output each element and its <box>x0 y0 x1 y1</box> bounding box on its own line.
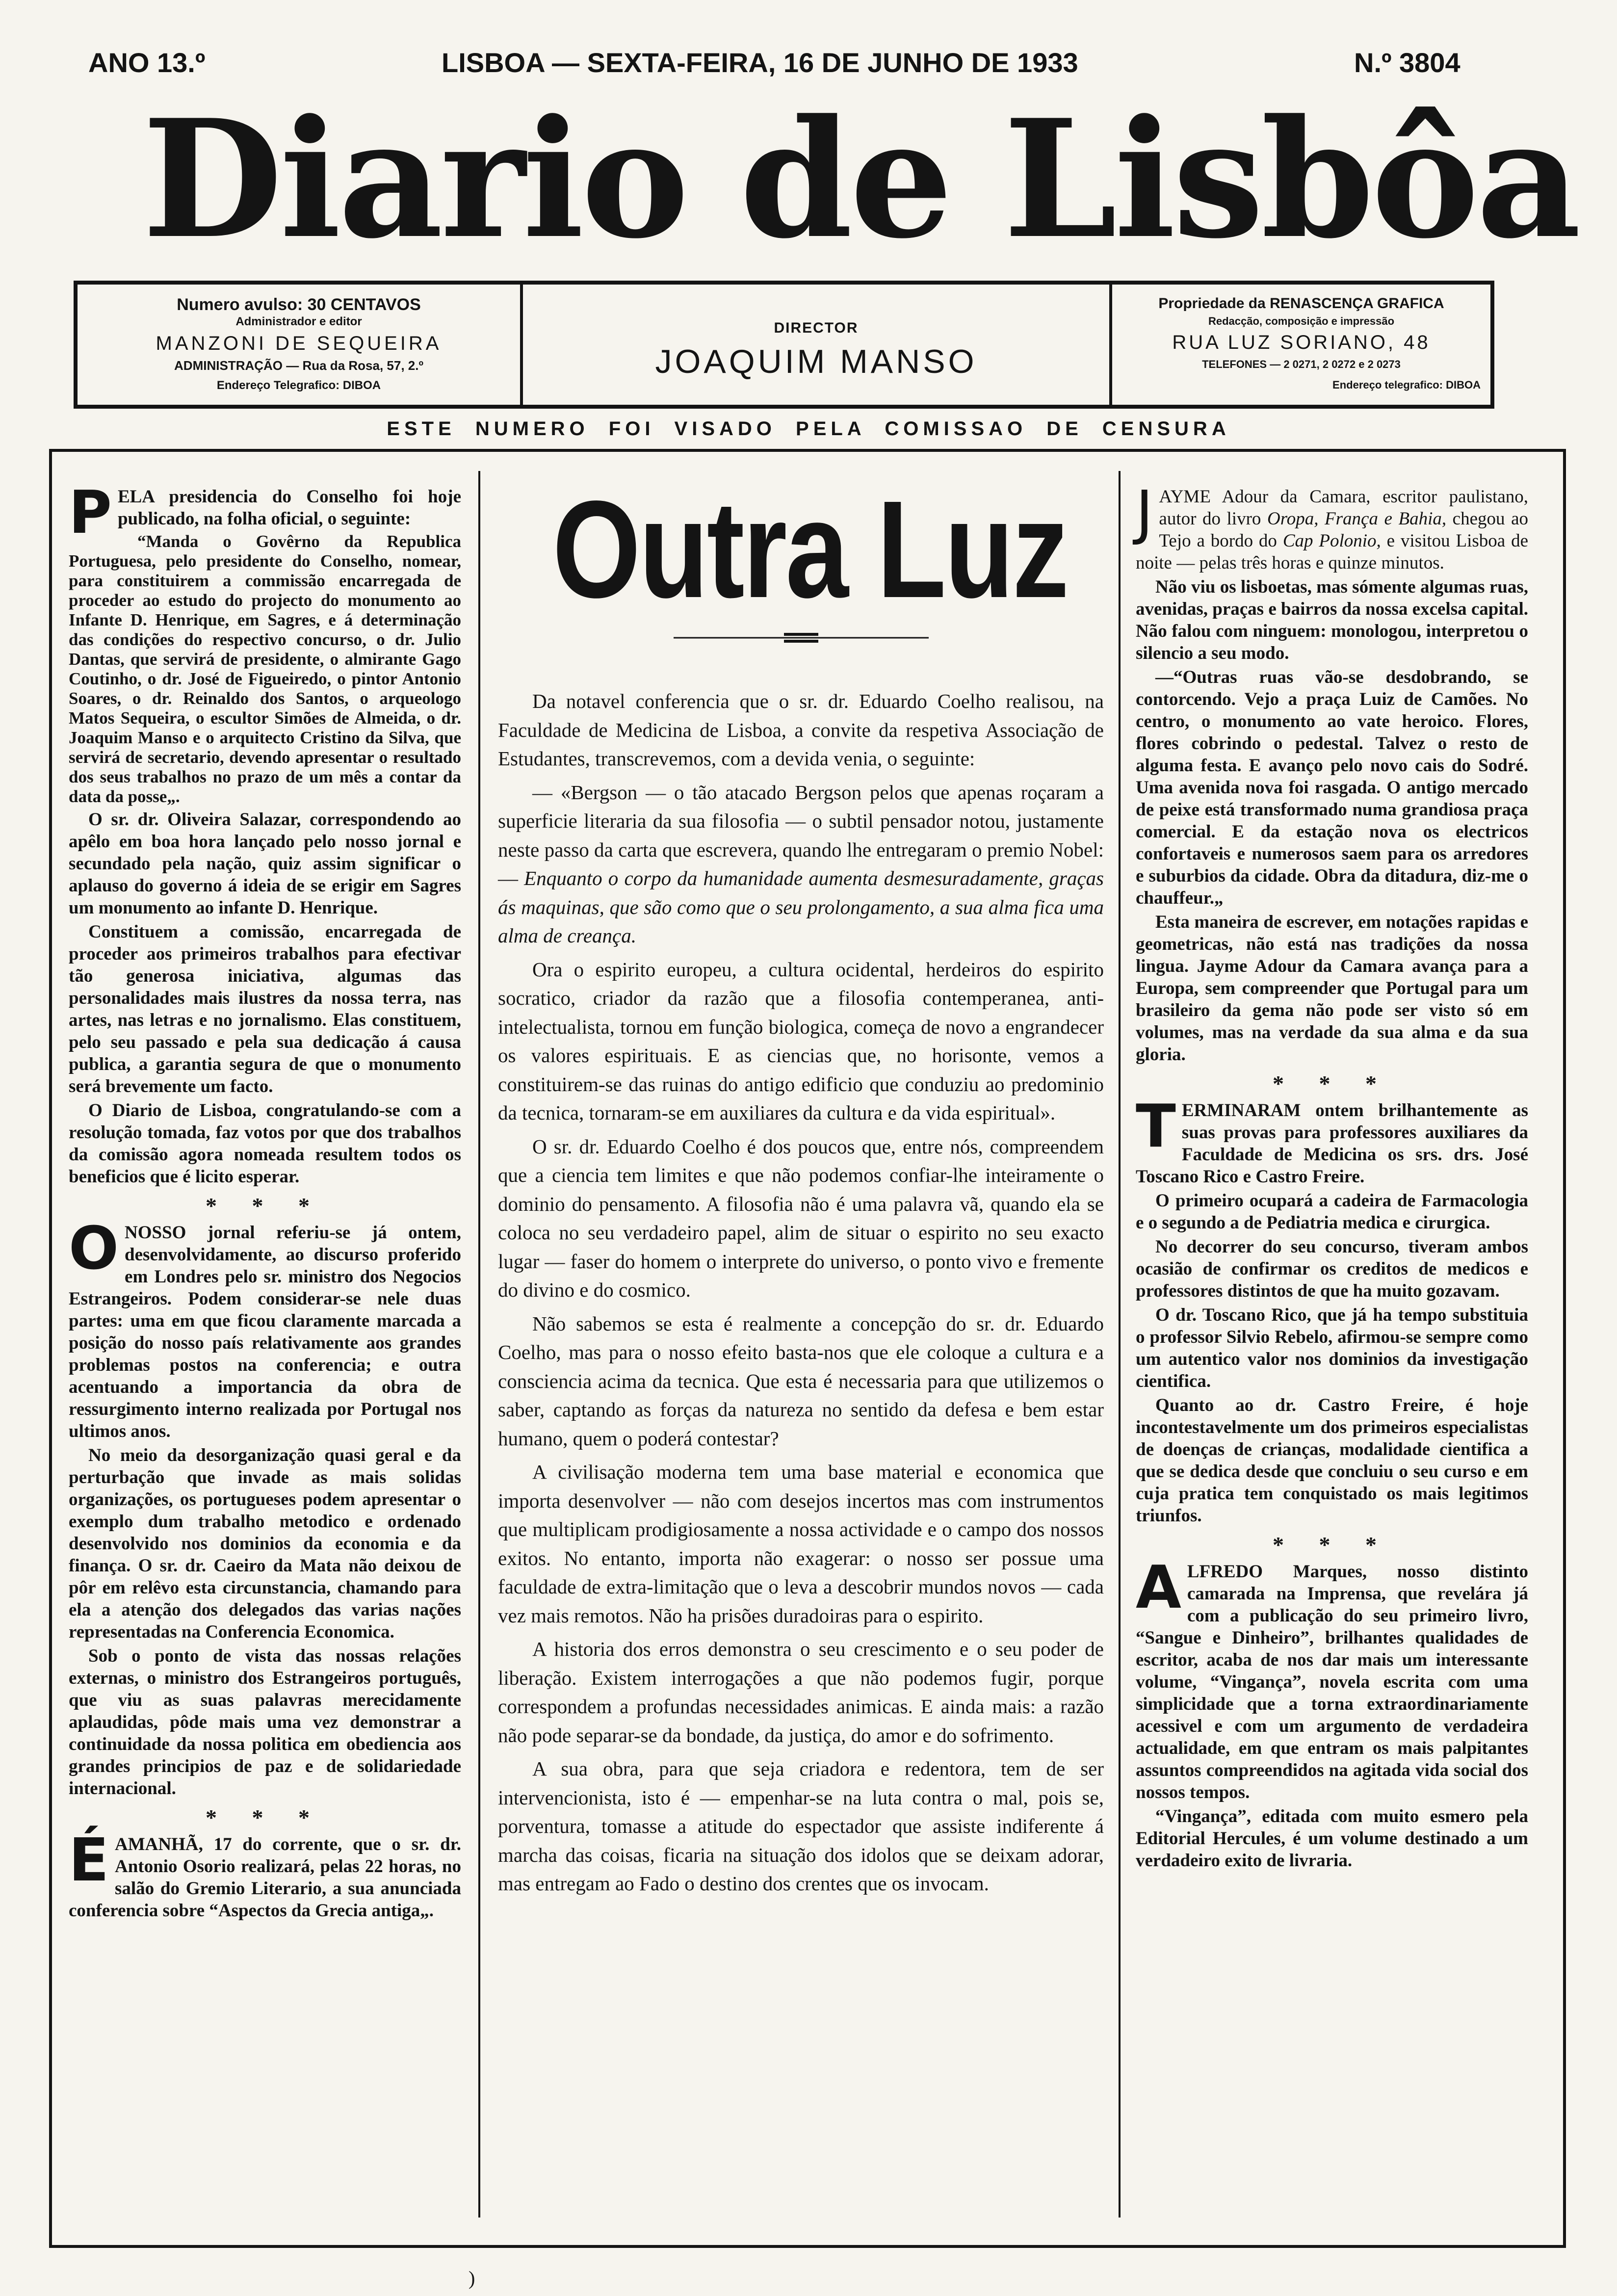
paragraph: “Vingança”, editada com muito esmero pela Editorial Hercules, é um volume destinado a um verdadeiro exito de livraria. <box>1136 1806 1528 1871</box>
article-alfredo-marques: ALFREDO Marques, nosso distinto camarada na Imprensa, que revelára já com a publicação do seu primeiro livro, “Sangue e Dinheiro”, brilhantes qualidades de escritor, acaba de nos dar mais um interessante volume, “Vingança”, novela escrita com uma simplicidade que a torna extraordinariamente acessivel e com um argumento de verdadeira actualidade, em que entram os mais palpitantes assuntos compreendidos na agitada vida social dos nossos tempos. <box>1136 1554 1528 1802</box>
paragraph: Quanto ao dr. Castro Freire, é hoje incontestavelmente um dos primeiros especialistas de doenças de crianças, modalidade cientifica a que se dedica desde que concluiu o seu curso e em cuja pratica tem conquistado os mais legitimos triunfos. <box>1136 1395 1528 1526</box>
paragraph: —“Outras ruas vão-se desdobrando, se contorcendo. Vejo a praça Luiz de Camões. No centro, o monumento ao vate heroico. Flores, flores cobrindo o pedestal. Talvez o resto de alguma festa. E avanço pelo novo cais do Sodré. Uma avenida nova foi rasgada. O antigo mercado de peixe está transformado numa grandiosa praça comercial. E da estação nova os electricos confortaveis e numerosos saem para os arredores e suburbios da cidade. Obra da ditadura, diz-me o chauffeur.„ <box>1136 667 1528 908</box>
headline: Outra Luz <box>552 472 1068 626</box>
dateline: LISBOA — SEXTA-FEIRA, 16 DE JUNHO DE 1933 <box>442 47 1078 78</box>
paragraph: Da notavel conferencia que o sr. dr. Eduardo Coelho realisou, na Faculdade de Medicina de Lisboa, a convite da respetiva Associação de Estudantes, transcrevemos, com a devida venia, o seguinte: <box>498 690 1104 770</box>
publisher-telegraph: Endereço telegrafico: DIBOA <box>1332 379 1481 391</box>
article-jayme-adour: JAYME Adour da Camara, escritor paulistano, autor do livro Oropa, França e Bahia, chegou ao Tejo a bordo do Cap Polonio, e visitou Lisboa de noite — pelas três horas e quinze minutos. <box>1136 479 1528 573</box>
price: Numero avulso: 30 CENTAVOS <box>177 295 421 314</box>
column-rule-left <box>478 471 480 2218</box>
publisher-services: Redacção, composição e impressão <box>1208 315 1395 327</box>
center-column <box>498 472 1104 1903</box>
paragraph: Esta maneira de escrever, em notações rapidas e geometricas, não está nas tradições da nossa lingua. Jayme Adour da Camara avança para a Europa, sem compreender que Portugal para um brasileiro da gema não pode ser visto só em volumes, mas na verdade da sua alma e da sua gloria. <box>1136 912 1528 1065</box>
admin-address: ADMINISTRAÇÃO — Rua da Rosa, 57, 2.º <box>174 358 423 373</box>
right-column <box>1136 479 1528 1874</box>
paragraph: Ora o espirito europeu, a cultura ocidental, herdeiros do espirito socratico, criador da razão que a filosofia contemperanea, anti-intelectualista, tornou em função biologica, começa de novo a engrandecer os valores espirituais. E as ciencias que, no horisonte, vemos a constituirem-se das ruinas do antigo edificio que conduziu ao predominio da tecnica, tornaram-se em auxiliares da cultura e da vida espiritual». <box>498 958 1104 1124</box>
ornament-divider <box>674 628 929 648</box>
article-medical-faculty: TERMINARAM ontem brilhantemente as suas provas para professores auxiliares da Faculdade de Medicina os srs. drs. José Toscano Rico e Castro Freire. <box>1136 1093 1528 1187</box>
dropcap: O <box>69 1215 119 1283</box>
bergson-quote: Enquanto o corpo da humanidade aumenta desmesuradamente, graças ás maquinas, que são como que o seu prolongamento, a sua alma fica uma alma de creança. <box>498 867 1104 947</box>
dropcap: J <box>1136 479 1153 547</box>
publisher-owner: Propriedade da RENASCENÇA GRAFICA <box>1158 295 1444 312</box>
admin-telegraph: Endereço Telegrafico: DIBOA <box>216 379 381 392</box>
paragraph: Não viu os lisboetas, mas sómente algumas ruas, avenidas, praças e bairros da nossa excelsa capital. Não falou com ninguem: monologou, interpretou o silencio a seu modo. <box>1136 577 1528 663</box>
paragraph: O primeiro ocupará a cadeira de Farmacologia e o segundo a de Pediatria medica e cirurgica. <box>1136 1191 1528 1233</box>
info-box <box>74 281 1494 409</box>
admin-name: MANZONI DE SEQUEIRA <box>156 333 442 354</box>
section-divider: * * * <box>1273 1532 1391 1557</box>
decree-text: “Manda o Govêrno da Republica Portuguesa, pelo presidente do Conselho, nomear, para constituirem a commissão encarregada de proceder ao estudo do projecto do monumento ao Infante D. Henrique, em Sagres, e á determinação das condições do respectivo concurso, o dr. Julio Dantas, que servirá de presidente, o almirante Gago Coutinho, o dr. José de Figueiredo, o pintor Antonio Soares, o dr. Reinaldo dos Santos, o arqueologo Matos Sequeira, o escultor Simões de Almeida, o dr. Joaquim Manso e o arquitecto Cristino da Silva, que servirá de secretario, devendo apresentar o resultado dos seus trabalhos no prazo de um mês a contar da data da posse„. <box>69 532 461 806</box>
publisher-phones: TELEFONES — 2 0271, 2 0272 e 2 0273 <box>1202 358 1401 370</box>
paragraph: A sua obra, para que seja criadora e redentora, tem de ser intervencionista, isto é — empenhar-se na luta contra o mal, pois se, porventura, tomasse a atitude do espectador que assiste indiferente á marcha das coisas, ficaria na situação dos idolos que se deixam adorar, mas entregam ao Fado o destino dos crentes que os invocam. <box>498 1757 1104 1895</box>
info-admin <box>78 285 523 405</box>
info-publisher <box>1112 285 1490 405</box>
censorship-notice: ESTE NUMERO FOI VISADO PELA COMISSAO DE CENSURA <box>387 418 1230 440</box>
year-label: ANO 13.º <box>88 47 206 78</box>
section-divider: * * * <box>1273 1071 1391 1096</box>
paragraph: O sr. dr. Oliveira Salazar, correspondendo ao apêlo em boa hora lançado pelo nosso jornal e secundado pela nação, quiz assim significar o aplauso do governo á ideia de se erigir em Sagres um monumento ao infante D. Henrique. <box>69 809 461 918</box>
section-divider: * * * <box>206 1193 324 1218</box>
publisher-street: RUA LUZ SORIANO, 48 <box>1172 332 1431 353</box>
dateline-bar <box>74 47 1560 81</box>
left-column <box>69 479 461 1924</box>
dropcap: É <box>69 1826 109 1895</box>
director-label: DIRECTOR <box>774 320 859 336</box>
director-name: JOAQUIM MANSO <box>655 343 977 380</box>
article-london-speech: ONOSSO jornal referiu-se já ontem, desenvolvidamente, ao discurso proferido em Londres pelo sr. ministro dos Negocios Estrangeiros. Podem considerar-se nele duas partes: uma em que ficou claramente marcada a posição do nosso país relativamente aos grandes problemas postos na conferencia; e outra acentuando a importancia da obra de ressurgimento interno realizada por Portugal nos ultimos anos. <box>69 1215 461 1441</box>
paragraph: O dr. Toscano Rico, que já ha tempo substituia o professor Silvio Rebelo, afirmou-se sempre como um autentico valor nos dominios da investigação cientifica. <box>1136 1305 1528 1391</box>
info-director <box>523 285 1112 405</box>
paragraph: A civilisação moderna tem uma base material e economica que importa desenvolver — não com desejos incertos mas com instrumentos que multiplicam prodigiosamente a nossa actividade e o campo dos nossos exitos. No entanto, importa não exagerar: o nosso ser possue uma faculdade de extra-limitação que o leva a descobrir mundos novos — cada vez mais remotos. Não ha prisões duradoiras para o espirito. <box>498 1461 1104 1627</box>
article-monument: PELA presidencia do Conselho foi hoje publicado, na folha oficial, o seguinte: <box>69 479 461 547</box>
dropcap: A <box>1136 1554 1181 1622</box>
paragraph: A historia dos erros demonstra o seu crescimento e o seu poder de liberação. Existem interrogações a que não podemos fugir, porque correspondem a profundas necessidades animicas. E ainda mais: a razão não pode separar-se da bondade, da justiça, do amor e do sofrimento. <box>498 1638 1104 1747</box>
paragraph: Não sabemos se esta é realmente a concepção do sr. dr. Eduardo Coelho, mas para o nosso efeito basta-nos que ele coloque a cultura e a consciencia acima da tecnica. Que esta é necessaria para que utilizemos o saber, captando as forças da natureza no sentido da defesa e bem estar humano, quem o poderá contestar? <box>498 1312 1104 1450</box>
paragraph: O sr. dr. Eduardo Coelho é dos poucos que, entre nós, compreendem que a ciencia tem limites e que não podemos confiar-lhe inteiramente o dominio do pensamento. A filosofia não é uma palavra vã, quando ela se coloca no seu verdadeiro papel, alim de situar o espirito no seu exacto lugar — faser do homem o interprete do universo, o ponto vivo e fremente do divino e do cosmico. <box>498 1135 1104 1301</box>
paragraph: Constituem a comissão, encarregada de proceder aos primeiros trabalhos para efectivar tão generosa iniciativa, algumas das personalidades mais ilustres da nossa terra, nas artes, nas letras e no jornalismo. Elas constituem, pelo seu passado e pela sua dedicação á causa publica, a garantia segura de que o monumento será brevemente um facto. <box>69 922 461 1096</box>
dropcap: T <box>1136 1093 1176 1161</box>
paragraph: No decorrer do seu concurso, tiveram ambos ocasião de confirmar os creditos de medicos e professores distintos de que ha muito gozavam. <box>1136 1237 1528 1301</box>
paragraph: O Diario de Lisboa, congratulando-se com a resolução tomada, faz votos por que dos trabalhos da comissão agora nomeada resultem todos os beneficios que é licito esperar. <box>69 1100 461 1187</box>
admin-label: Administrador e editor <box>235 315 362 328</box>
dropcap: P <box>69 479 112 547</box>
article-conference: ÉAMANHÃ, 17 do corrente, que o sr. dr. Antonio Osorio realizará, pelas 22 horas, no salão do Gremio Literario, a sua anunciada conferencia sobre “Aspectos da Grecia antiga„. <box>69 1826 461 1921</box>
section-divider: * * * <box>206 1805 324 1830</box>
masthead-title: Diario de Lisbôa <box>142 84 1579 274</box>
paragraph: Sob o ponto de vista das nossas relações externas, o ministro dos Estrangeiros português, que viu as suas palavras merecidamente aplaudidas, pôde mais uma vez demonstrar a continuidade da nossa politica em obediencia aos grandes principios de paz e de solidariedade internacional. <box>69 1646 461 1799</box>
paragraph: — «Bergson — o tão atacado Bergson pelos que apenas roçaram a superficie literaria da sua filosofia — o subtil pensador notou, justamente neste passo da carta que escrevera, quando lhe entregaram o premio Nobel: — Enquanto o corpo da humanidade aumenta desmesuradamente, graças ás maquinas, que são como que o seu prolongamento, a sua alma fica uma alma de creança. <box>498 781 1104 947</box>
column-rule-right <box>1119 471 1121 2218</box>
paragraph: No meio da desorganização quasi geral e da perturbação que invade as mais solidas organizações, os portugueses podem apresentar o exemplo dum trabalho metodico e ordenado desenvolvido nos dominios da economia e da finança. O sr. dr. Caeiro da Mata não deixou de pôr em relêvo esta circunstancia, chamando para ela a atenção dos delegados das varias nações representadas na Conferencia Economica. <box>69 1445 461 1642</box>
page-mark: ) <box>469 2267 475 2289</box>
issue-number: N.º 3804 <box>1354 47 1461 78</box>
